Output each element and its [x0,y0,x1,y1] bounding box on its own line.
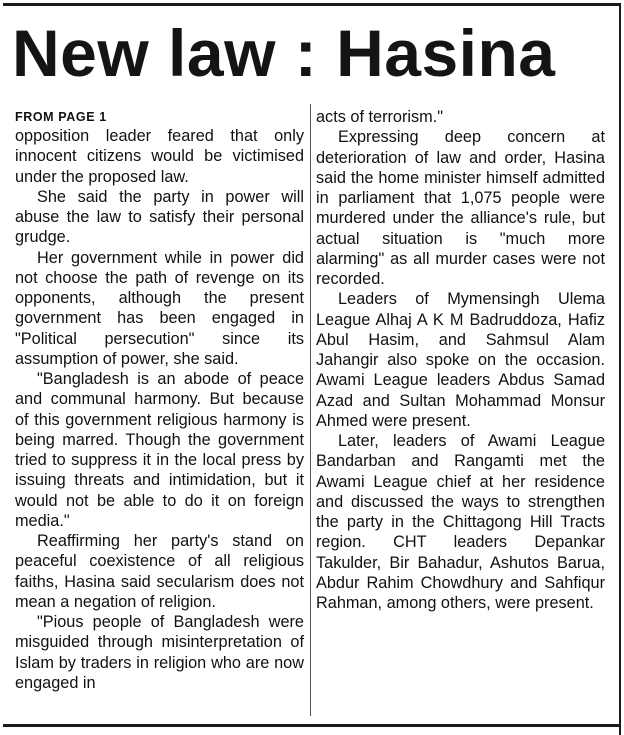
paragraph: opposition leader feared that only innocent citizens would be victimised under the proposed law. [15,127,304,186]
headline: New law : Hasina [12,16,556,90]
right-border-rule [619,3,621,735]
bottom-border-rule [3,724,621,727]
paragraph: Leaders of Mymensingh Ulema League Alhaj A K M Badruddoza, Hafiz Abul Hasim, and Sahmsul Alam Jahangir also spoke on the occasion. Awami League leaders Abdus Samad Azad and Sultan Mohammad Monsur Ahmed were present. [316,290,605,430]
paragraph: She said the party in power will abuse the law to satisfy their personal grudge. [15,187,304,247]
article-column-left [15,107,304,693]
paragraph: Her government while in power did not choose the path of revenge on its opponents, although the present government has been engaged in "Political persecution" since its assumption of power, she said. [15,248,304,368]
article-column-right [316,107,605,613]
paragraph: "Pious people of Bangladesh were misguided through misinterpretation of Islam by traders in religion who are now engaged in [15,613,304,692]
paragraph: Expressing deep concern at deterioration of law and order, Hasina said the home minister himself admitted in parliament that 1,075 people were murdered under the alliance's rule, but actual situation is "much more alarming" as all murder cases were not recorded. [316,128,605,288]
paragraph: "Bangladesh is an abode of peace and communal harmony. But because of this government religious harmony is being marred. Though the government tried to suppress it in the local press by issuing threats and intimidation, but it would not be able to do it on foreign media." [15,370,304,530]
paragraph: acts of terrorism." [316,108,444,126]
paragraph: Later, leaders of Awami League Bandarban and Rangamti met the Awami League chief at her residence and discussed the ways to strengthen the party in the Chittagong Hill Tracts region. CHT leaders Depankar Takulder, Bir Bahadur, Ashutos Barua, Abdur Rahim Chowdhury and Sahfiqur Rahman, among others, were present. [316,432,605,612]
top-border-rule [3,3,621,6]
paragraph: Reaffirming her party's stand on peaceful coexistence of all religious faiths, Hasina said secularism does not mean a negation of religion. [15,532,304,611]
column-divider [310,104,311,716]
jump-kicker: FROM PAGE 1 [15,110,107,124]
